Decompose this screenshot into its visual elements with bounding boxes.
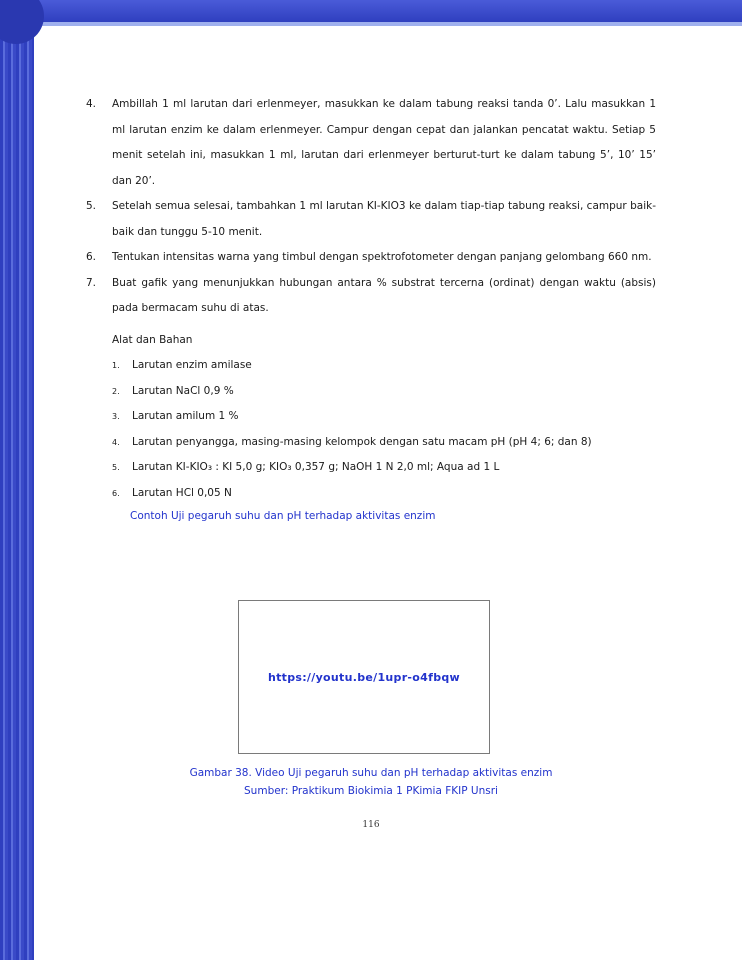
- step-text: Tentukan intensitas warna yang timbul dengan spektrofotometer dengan panjang gelombang 660 nm.: [112, 251, 652, 263]
- material-item: [112, 353, 656, 379]
- video-link-caption: Contoh Uji pegaruh suhu dan pH terhadap aktivitas enzim: [130, 510, 436, 522]
- video-url-link[interactable]: https://youtu.be/1upr-o4fbqw: [267, 670, 461, 684]
- material-number: 1.: [112, 361, 120, 370]
- material-text: Larutan KI-KIO₃ : KI 5,0 g; KIO₃ 0,357 g; NaOH 1 N 2,0 ml; Aqua ad 1 L: [132, 461, 500, 473]
- procedure-step: [86, 271, 656, 322]
- material-number: 3.: [112, 412, 120, 421]
- left-border-bar: [0, 0, 34, 960]
- material-number: 6.: [112, 488, 120, 498]
- materials-title: Alat dan Bahan: [112, 333, 193, 346]
- step-number: 6.: [86, 251, 97, 263]
- material-item: [112, 379, 656, 405]
- material-text: Larutan NaCl 0,9 %: [132, 384, 234, 397]
- header-bar: [0, 0, 742, 22]
- material-number: 2.: [112, 386, 120, 396]
- procedure-step: [86, 245, 656, 271]
- corner-decoration: [0, 0, 44, 44]
- material-number: 4.: [112, 437, 120, 447]
- materials-list: [112, 353, 656, 506]
- header-stripe: [30, 22, 742, 26]
- document-body: [86, 92, 656, 530]
- step-number: 7.: [86, 276, 97, 289]
- step-number: 5.: [86, 200, 97, 212]
- material-item: [112, 404, 656, 430]
- figure-caption-title: Gambar 38. Video Uji pegaruh suhu dan pH terhadap aktivitas enzim: [189, 767, 553, 779]
- material-number: 5.: [112, 463, 120, 472]
- figure-caption-source: Sumber: Praktikum Biokimia 1 PKimia FKIP Unsri: [244, 785, 498, 797]
- step-text: Ambillah 1 ml larutan dari erlenmeyer, masukkan ke dalam tabung reaksi tanda 0’. Lalu masukkan 1 ml larutan enzim ke dalam erlenmeyer. Campur dengan cepat dan jalankan pencatat waktu. Setiap 5 menit setelah ini, masukkan 1 ml, larutan dari erlenmeyer berturut-turt ke dalam tabung 5’, 10’ 15’ dan 20’.: [112, 98, 656, 187]
- figure-caption: [86, 764, 656, 800]
- material-text: Larutan amilum 1 %: [132, 410, 239, 422]
- step-number: 4.: [86, 98, 97, 110]
- material-text: Larutan enzim amilase: [132, 359, 252, 371]
- step-text: Setelah semua selesai, tambahkan 1 ml larutan KI-KIO3 ke dalam tiap-tiap tabung reaksi, campur baik-baik dan tunggu 5-10 menit.: [112, 200, 656, 238]
- procedure-step: [86, 92, 656, 194]
- page-number: 116: [362, 820, 380, 830]
- material-item: [112, 430, 656, 456]
- material-item: [112, 481, 656, 507]
- material-text: Larutan HCl 0,05 N: [132, 486, 232, 499]
- video-frame[interactable]: [238, 600, 490, 754]
- procedure-step: [86, 194, 656, 245]
- material-item: [112, 455, 656, 481]
- material-text: Larutan penyangga, masing-masing kelompok dengan satu macam pH (pH 4; 6; dan 8): [132, 435, 592, 448]
- step-text: Buat gafik yang menunjukkan hubungan antara % substrat tercerna (ordinat) dengan waktu (absis) pada bermacam suhu di atas.: [112, 276, 656, 314]
